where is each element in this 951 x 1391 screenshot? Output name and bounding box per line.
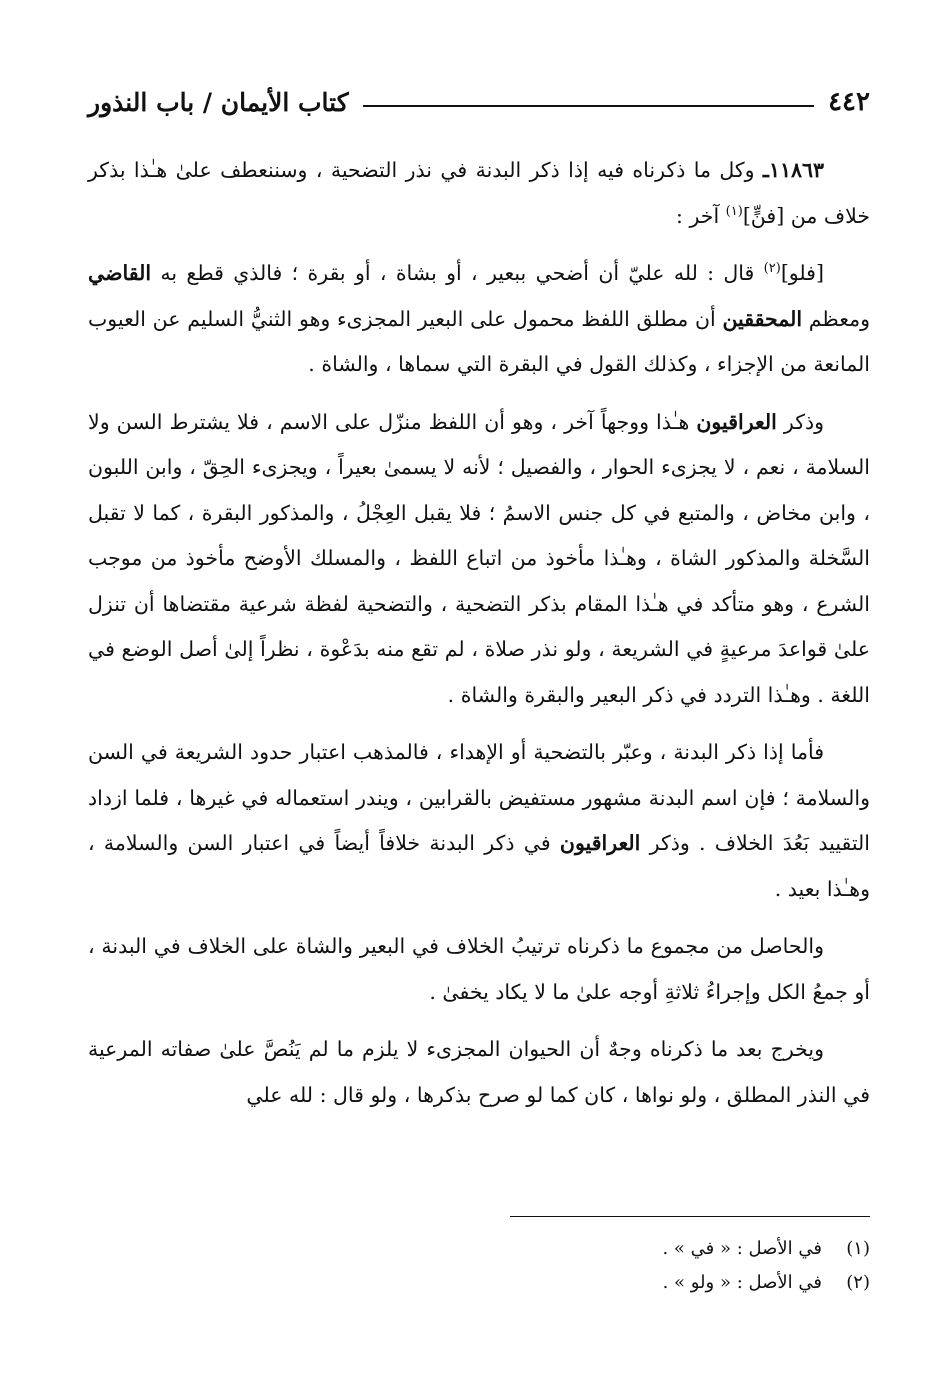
page-number: ٤٤٢ <box>828 87 870 117</box>
paragraph-1: ١١٨٦٣ـ وكل ما ذكرناه فيه إذا ذكر البدنة في نذر التضحية ، وسننعطف علىٰ هـٰذا بذكر خلاف من [فنٍّ]$^{(١)}$ آخر : <box>88 158 870 228</box>
footnote-separator <box>510 1216 870 1217</box>
main-text <box>88 148 870 1130</box>
footnote-ref-2: (٢) <box>763 261 781 277</box>
paragraph-2: [فلو]$^{(٢)}$ قال : لله عليّ أن أضحي ببعير ، أو بشاة ، أو بقرة ؛ فالذي قطع به القاضي ومعظم المحققين أن مطلق اللفظ محمول على البعير المجزىء وهو الثنيُّ السليم عن العيوب المانعة من الإجزاء ، وكذلك القول في البقرة التي سماها ، والشاة . <box>88 261 870 376</box>
paragraph-5: والحاصل من مجموع ما ذكرناه ترتيبُ الخلاف في البعير والشاة على الخلاف في البدنة ، أو جمعُ الكل وإجراءُ ثلاثةِ أوجه علىٰ ما لا يكاد يخفىٰ . <box>88 934 870 1004</box>
paragraph-3: وذكر العراقيون هـٰذا ووجهاً آخر ، وهو أن اللفظ منزّل على الاسم ، فلا يشترط السن ولا السلامة ، نعم ، لا يجزىء الحوار ، والفصيل ؛ لأنه لا يسمىٰ بعيراً ، ويجزىء الحِقّ ، وابن اللبون ، وابن مخاض ، والمتبع في كل جنس الاسمُ ؛ فلا يقبل العِجْلُ ، والمذكور البقرة ، كما لا تقبل السَّخلة والمذكور الشاة ، وهـٰذا مأخوذ من اتباع اللفظ ، والمسلك الأوضح مأخوذ من موجب الشرع ، وهو متأكد في هـٰذا المقام بذكر التضحية ، والتضحية لفظة شرعية مقتضاها أن تنزل علىٰ قواعدَ مرعيةٍ في الشريعة ، ولو نذر صلاة ، لم تقع منه بدَعْوة ، نظراً إلىٰ أصل الوضع في اللغة . وهـٰذا التردد في ذكر البعير والبقرة والشاة . <box>88 409 870 707</box>
footnotes <box>88 1232 870 1300</box>
running-header <box>88 82 870 122</box>
paragraph-6: ويخرج بعد ما ذكرناه وجهٌ أن الحيوان المجزىء لا يلزم ما لم يَنُصَّ علىٰ صفاته المرعية في النذر المطلق ، ولو نواها ، كان كما لو صرح بذكرها ، ولو قال : لله علي <box>88 1037 870 1107</box>
footnote-ref-1: (١) <box>725 203 743 219</box>
issue-number: ١١٨٦٣ـ <box>762 158 824 182</box>
footnote-2: (٢) في الأصل : « ولو » . <box>662 1272 870 1293</box>
paragraph-4: فأما إذا ذكر البدنة ، وعبّر بالتضحية أو الإهداء ، فالمذهب اعتبار حدود الشريعة في السن والسلامة ؛ فإن اسم البدنة مشهور مستفيض بالقرابين ، ويندر استعماله في غيرها ، فلما ازداد التقييد بَعُدَ الخلاف . وذكر العراقيون في ذكر البدنة خلافاً أيضاً في اعتبار السن والسلامة ، وهـٰذا بعيد . <box>88 740 871 901</box>
footnote-1: (١) في الأصل : « في » . <box>662 1238 870 1259</box>
chapter-title: كتاب الأيمان / باب النذور <box>88 87 349 117</box>
header-rule <box>363 105 814 107</box>
